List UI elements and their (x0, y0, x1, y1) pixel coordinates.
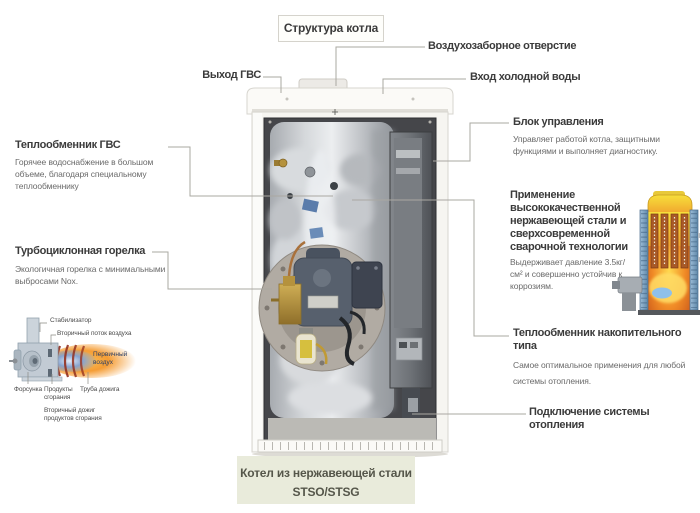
callout-nakopitelny-desc: Самое оптимальное применения для любой системы отопления. (513, 360, 686, 386)
burner-label-vtorichny-potok: Вторичный поток воздуха (57, 330, 132, 337)
callout-vkhod-vody: Вход холодной воды (470, 71, 581, 83)
burner-label-produkty-sgoraniya: Продукты сгорания (44, 386, 73, 402)
burner-label-stabilizator: Стабилизатор (50, 317, 92, 324)
burner-label-pervichny-vozdukh: Первичный воздух (93, 351, 128, 367)
callout-teploobmennik-gvs-title: Теплообменник ГВС (15, 139, 121, 151)
model-caption: Котел из нержавеющей стали STSO/STSG (237, 456, 415, 504)
burner-label-truba-dozhiga: Труба дожига (80, 386, 120, 393)
callout-blok-upravleniya-desc: Управляет работой котла, защитными функциями и выполняет диагностику. (513, 134, 660, 157)
callout-primenenie-stali-desc: Выдерживает давление 3.5кг/см² и совершенно устойчив к коррозиям. (510, 257, 625, 292)
callout-podklyuchenie: Подключение системы отопления (529, 406, 650, 431)
callout-primenenie-stali-title: Применение высококачественной нержавеющей стали и сверхсовременной сварочной технологии (510, 189, 628, 253)
burner-label-forsunka: Форсунка (14, 386, 43, 393)
burner-label-vtorichny-dozhig: Вторичный дожиг продуктов сгорания (44, 407, 102, 423)
callout-nakopitelny-title: Теплообменник накопительного типа (513, 327, 682, 352)
callout-vozdukhozabornoe: Воздухозаборное отверстие (428, 40, 577, 52)
callout-vyhod-gvs: Выход ГВС (202, 69, 261, 81)
callout-turbo-gorelka-title: Турбоциклонная горелка (15, 245, 146, 257)
leader-line-vozdukhozabornoe (336, 47, 425, 86)
control-unit (390, 132, 432, 418)
boiler-photo (247, 79, 453, 458)
callout-turbo-gorelka-desc: Экологичная горелка с минимальными выбросами Nox. (15, 264, 166, 287)
callout-teploobmennik-gvs-desc: Горячее водоснабжение в большом объеме, благодаря специальному теплообменнику (15, 157, 154, 192)
pointer-stabilizator (40, 323, 47, 332)
diagram-title: Структура котла (278, 15, 384, 42)
callout-blok-upravleniya-title: Блок управления (513, 116, 604, 128)
